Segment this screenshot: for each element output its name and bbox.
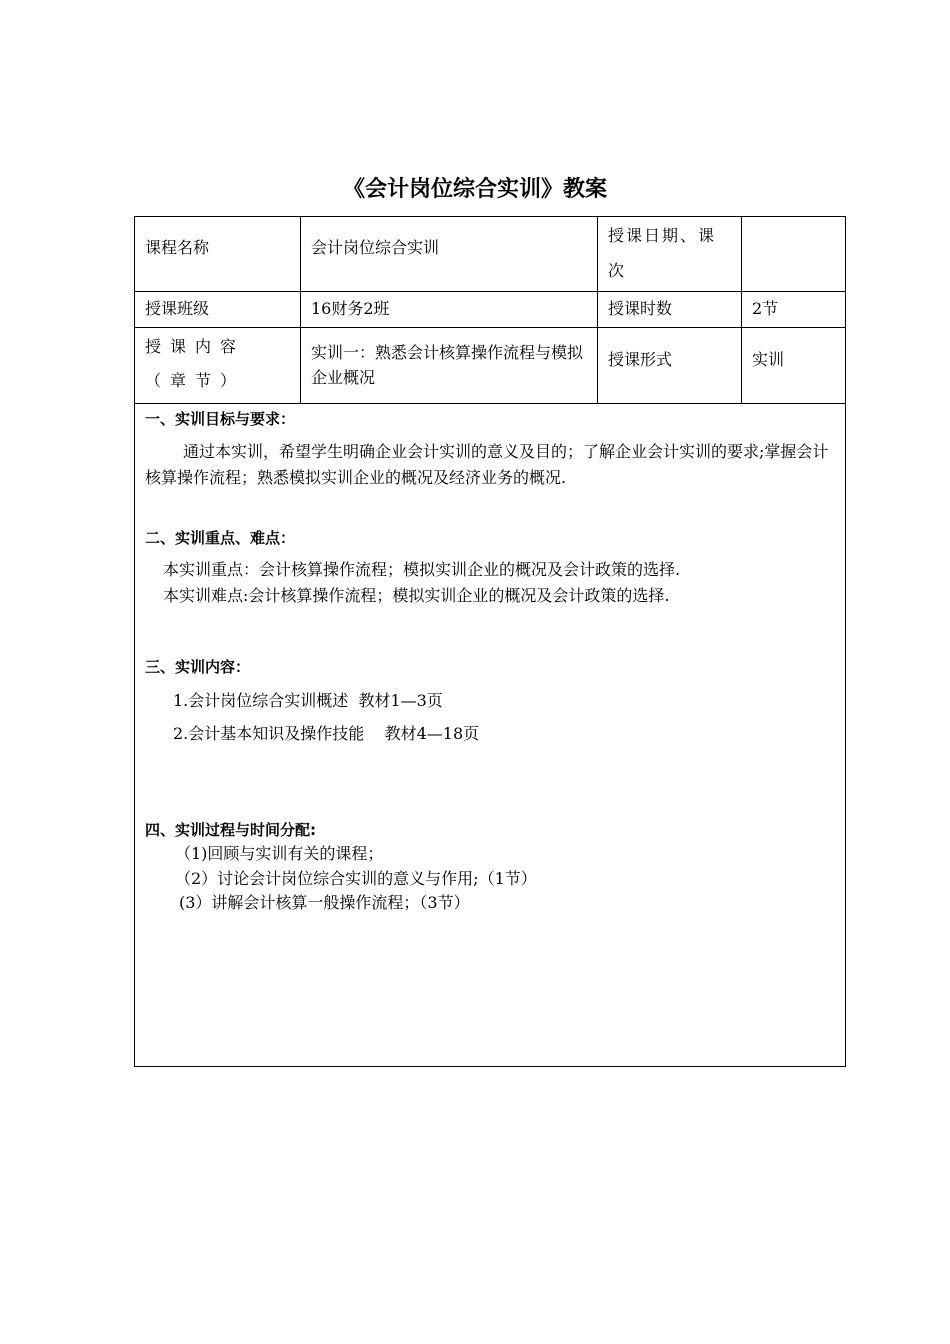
class-value: 16财务2班	[311, 299, 390, 318]
date-label: 授课日期、课次	[608, 226, 717, 280]
row-divider	[135, 403, 845, 404]
form-label: 授课形式	[608, 350, 673, 369]
section-3-item-2: 2.会计基本知识及操作技能 教材4—18页	[173, 724, 480, 743]
section-4-item-1: （1)回顾与实训有关的课程；	[175, 844, 384, 863]
class-label: 授课班级	[145, 299, 210, 318]
section-4-title: 四、实训过程与时间分配:	[145, 821, 316, 839]
section-3-title: 三、实训内容：	[145, 658, 251, 676]
lesson-plan-table	[134, 216, 846, 1067]
section-2-difficulty: 本实训难点:会计核算操作流程；模拟实训企业的概况及会计政策的选择.	[163, 586, 670, 605]
section-2-title: 二、实训重点、难点：	[145, 529, 296, 547]
course-name-label: 课程名称	[145, 238, 210, 257]
section-1-body: 通过本实训，希望学生明确企业会计实训的意义及目的；了解企业会计实训的要求;掌握会计核算操作流程；熟悉模拟实训企业的概况及经济业务的概况.	[145, 442, 829, 487]
hours-value: 2节	[752, 299, 779, 318]
section-2-key-point: 本实训重点：会计核算操作流程；模拟实训企业的概况及会计政策的选择.	[163, 560, 681, 579]
section-3-item-1: 1.会计岗位综合实训概述 教材1—3页	[173, 691, 443, 710]
content-value: 实训一：熟悉会计核算操作流程与模拟企业概况	[311, 343, 584, 387]
course-name-value: 会计岗位综合实训	[311, 238, 440, 257]
hours-label: 授课时数	[608, 299, 673, 318]
form-value: 实训	[752, 350, 785, 369]
page-title: 《会计岗位综合实训》教案	[342, 177, 607, 202]
content-label: 授课内容（章节）	[145, 337, 246, 390]
date-value	[742, 217, 845, 291]
section-4-item-2: （2）讨论会计岗位综合实训的意义与作用;（1节）	[175, 869, 537, 888]
section-4-item-3: (3）讲解会计核算一般操作流程；（3节）	[179, 893, 470, 912]
section-1-title: 一、实训目标与要求：	[145, 410, 296, 428]
